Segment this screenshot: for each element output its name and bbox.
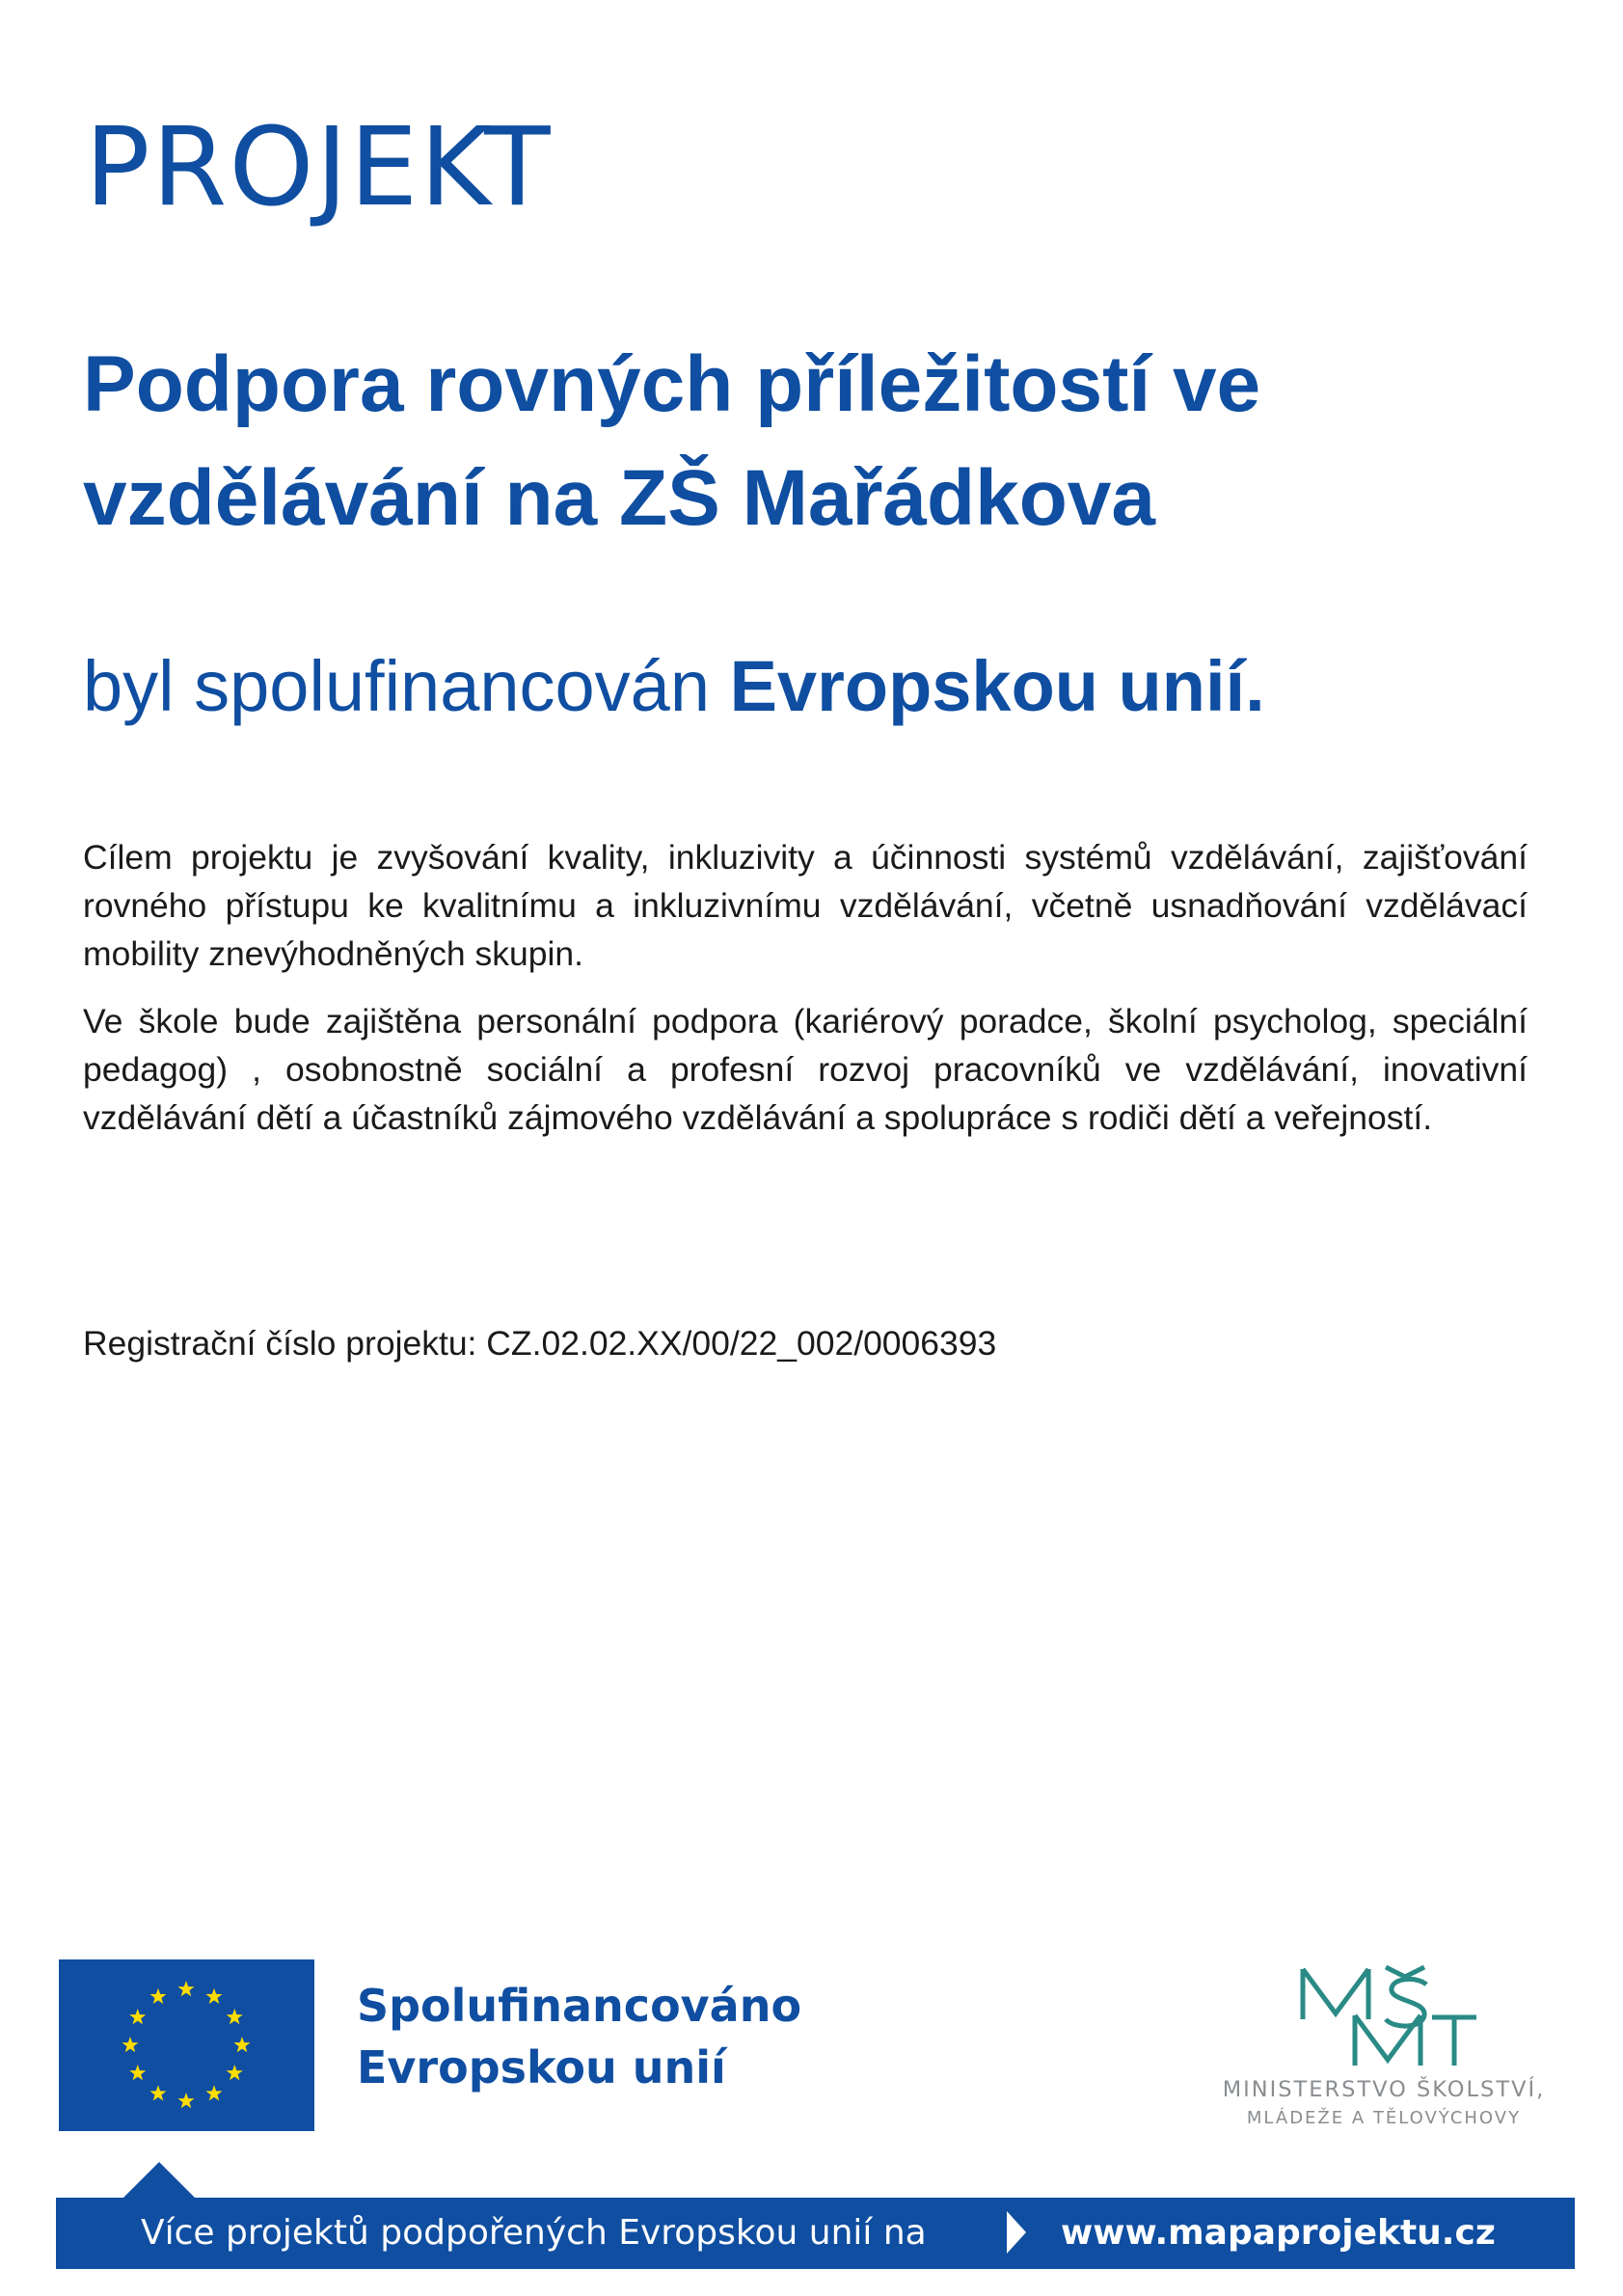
msmt-name-line1: MINISTERSTVO ŠKOLSTVÍ, <box>1222 2077 1546 2102</box>
kicker-heading: PROJEKT <box>85 105 553 230</box>
school-support-paragraph: Ve škole bude zajištěna personální podpora (kariérový poradce, školní psycholog, speciální pedagog) , osobnostně sociální a profesní rozvoj pracovníků ve vzdělávání, inovativní vzdělávání dětí a účastníků zájmového vzdělávání a spolupráce s rodiči dětí a veřejností. <box>83 1002 1528 1137</box>
msmt-monogram-icon <box>1297 1959 1480 2070</box>
msmt-caron <box>1386 1967 1424 1977</box>
cofunding-eu: Evropskou unií. <box>729 646 1265 726</box>
cofunding-prefix: byl spolufinancován <box>83 646 730 726</box>
msmt-stroke <box>1303 1969 1368 2013</box>
eu-flag-icon <box>59 1959 314 2131</box>
msmt-name-line2: MLÁDEŽE A TĚLOVÝCHOVY <box>1246 2108 1522 2128</box>
registration-number: Registrační číslo projektu: CZ.02.02.XX/00/22_002/0006393 <box>83 1324 997 1363</box>
eu-logo-line1: Spolufinancováno <box>357 1980 802 2032</box>
play-arrow-icon <box>1007 2211 1026 2254</box>
project-title: Podpora rovných příležitostí ve vzdělávání na ZŠ Mařádkova <box>83 340 1261 542</box>
banner-tab <box>123 2162 195 2198</box>
banner-text: Více projektů podpořených Evropskou unií na <box>141 2213 927 2253</box>
cofunding-statement <box>83 646 1265 726</box>
mapaprojektu-link[interactable]: www.mapaprojektu.cz <box>1061 2213 1496 2253</box>
eu-logo-line2: Evropskou unií <box>357 2041 726 2093</box>
eu-cofunding-logo-text <box>357 1975 801 2098</box>
project-goal-paragraph: Cílem projektu je zvyšování kvality, inkluzivity a účinnosti systémů vzdělávání, zajišťování rovného přístupu ke kvalitnímu a inkluzivnímu vzdělávání, včetně usnadňování vzdělávací mobility znevýhodněných skupin. <box>83 838 1528 973</box>
